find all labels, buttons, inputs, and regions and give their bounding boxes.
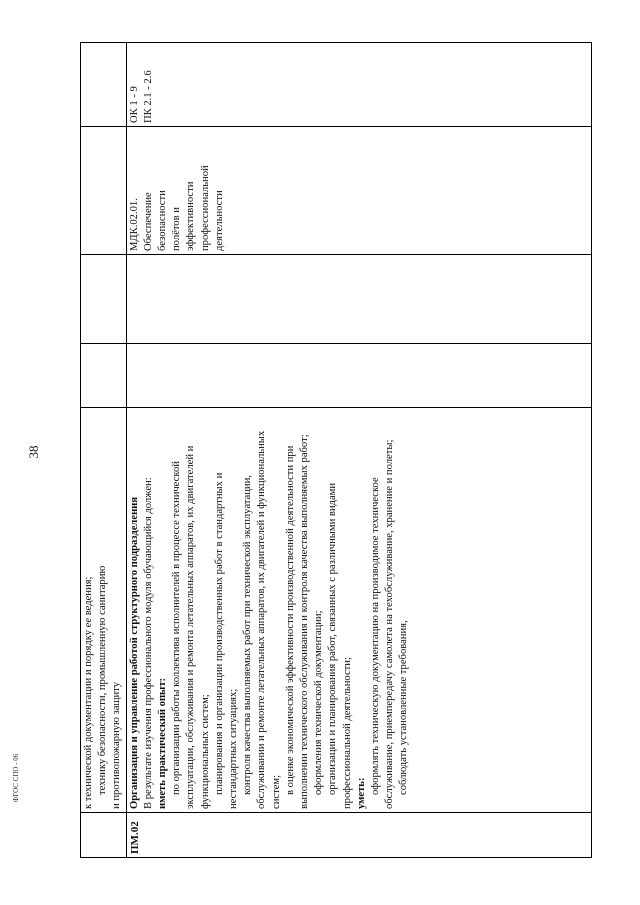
footer-code: ФГОС СПО - 06: [12, 753, 20, 803]
prev-line: технику безопасности, промышленную санитарию: [97, 565, 109, 795]
practice-item: планирования и организации производственных работ в стандартных и нестандартных ситуациях;: [213, 472, 240, 809]
cell-prev-competencies: [81, 43, 127, 127]
cell-mdk: [126, 127, 591, 255]
table-row-pm02: [126, 43, 591, 858]
mdk-line: профессиональной: [199, 165, 211, 251]
mdk-line: Обеспечение: [142, 192, 154, 251]
practice-item: оформления технической документации;: [313, 610, 325, 795]
cell-prev-hours-class: [81, 255, 127, 344]
practice-item: организации и планирования работ, связанных с различными видами профессиональной деятельности;: [327, 482, 353, 809]
cell-prev-content: [81, 408, 127, 813]
cell-prev-hours-total: [81, 344, 127, 408]
practice-heading: иметь практический опыт:: [157, 677, 169, 809]
rotated-table-area: [80, 43, 592, 858]
module-title: Организация и управление работой структурного подразделения: [128, 496, 140, 809]
mdk-line: деятельности: [213, 190, 225, 251]
module-code: ПМ.02: [128, 821, 141, 854]
cell-hours-class: [126, 255, 591, 344]
mdk-line: безопасности: [157, 190, 169, 251]
mdk-line: МДК.02.01.: [128, 198, 140, 251]
table-row-previous: [81, 43, 127, 858]
cell-hours-total: [126, 344, 591, 408]
skills-item: соблюдать установленные требования,: [398, 620, 410, 795]
prev-line: к технической документации и порядку ее ведения;: [83, 576, 94, 809]
practice-item: контроля качества выполняемых работ при технической эксплуатации, обслуживании и ремонте летательных аппаратов, их двигателей и функциональных систем;: [242, 430, 282, 809]
skills-heading: уметь:: [355, 777, 367, 809]
curriculum-table: [80, 42, 592, 858]
page-number: 38: [26, 445, 41, 459]
cell-module-code: [126, 813, 591, 858]
competency-line: ПК 2.1 - 2.6: [142, 70, 154, 123]
mdk-line: полётов и: [171, 207, 183, 251]
competency-line: ОК 1 - 9: [128, 86, 140, 123]
module-intro: В результате изучения профессионального модуля обучающийся должен:: [142, 477, 154, 809]
practice-item: в оценке экономической эффективности производственной деятельности при выполнении технического обслуживания и контроля качества выполняемых работ;: [284, 434, 311, 809]
cell-module-content: [126, 408, 591, 813]
cell-prev-code: [81, 813, 127, 858]
prev-line: и противопожарную защиту: [111, 681, 123, 809]
cell-prev-mdk: [81, 127, 127, 255]
mdk-line: эффективности: [185, 181, 197, 251]
practice-item: по организации работы коллектива исполнителей в процессе технической эксплуатации, обслуживания и ремонта летательных аппаратов, их двигателей и функциональных систем;: [171, 445, 211, 809]
cell-competencies: [126, 43, 591, 127]
skills-item: оформлять техническую документацию на производимое техническое обслуживание, приемпередачу самолета на техобслуживание, хранение и полеты;: [370, 439, 396, 809]
